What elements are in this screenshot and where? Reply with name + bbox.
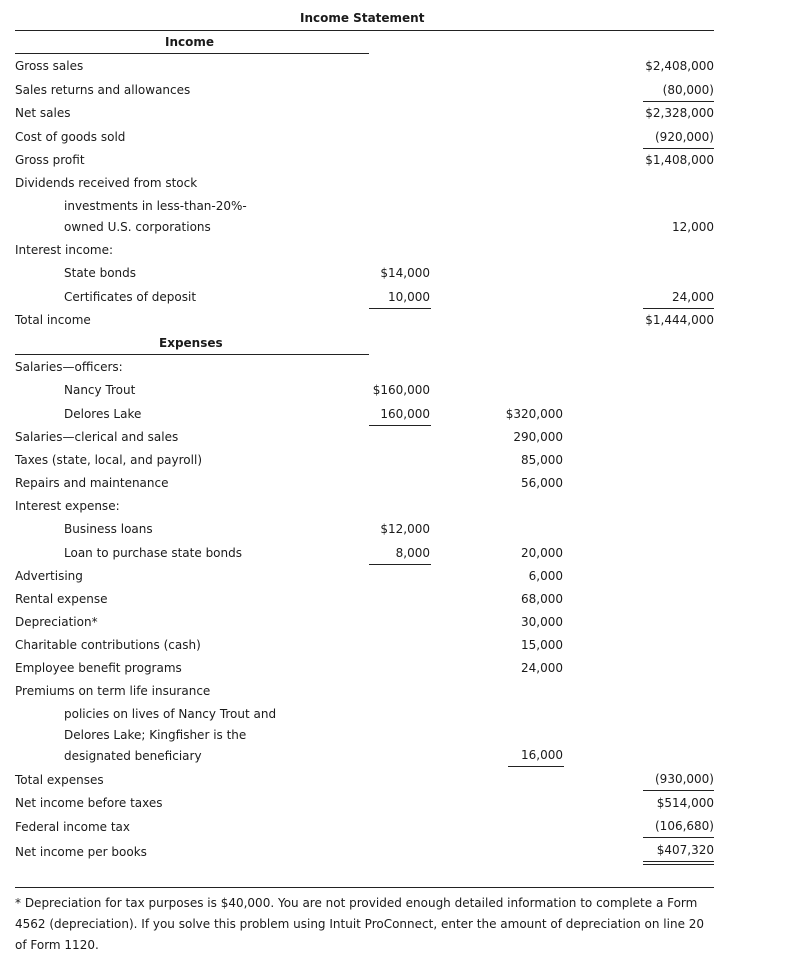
taxes-label: Taxes (state, local, and payroll) — [15, 453, 203, 467]
total-income-label: Total income — [15, 313, 91, 327]
total-expenses-label: Total expenses — [15, 773, 104, 787]
federal-tax-label: Federal income tax — [15, 820, 130, 834]
clerical-label: Salaries—clerical and sales — [15, 430, 179, 444]
delores-rule — [369, 425, 431, 426]
federal-tax-rule — [643, 837, 714, 838]
total-expenses-rule — [643, 790, 714, 791]
gross-profit-label: Gross profit — [15, 153, 85, 167]
rental-amount: 68,000 — [521, 592, 563, 606]
total-income-amount: $1,444,000 — [645, 313, 714, 327]
salaries-officers-label: Salaries—officers: — [15, 360, 123, 374]
premiums-label-4: designated beneficiary — [64, 749, 202, 763]
benefits-label: Employee benefit programs — [15, 661, 182, 675]
page-title: Income Statement — [300, 11, 425, 25]
loan-bonds-rule — [369, 564, 431, 565]
clerical-amount: 290,000 — [513, 430, 563, 444]
returns-amount: (80,000) — [662, 83, 714, 97]
nancy-label: Nancy Trout — [64, 383, 136, 397]
premiums-label-1: Premiums on term life insurance — [15, 684, 211, 698]
taxes-amount: 85,000 — [521, 453, 563, 467]
cds-amount: 10,000 — [388, 290, 430, 304]
benefits-amount: 24,000 — [521, 661, 563, 675]
repairs-label: Repairs and maintenance — [15, 476, 169, 490]
net-income-double-rule-top — [643, 861, 714, 862]
loan-bonds-label: Loan to purchase state bonds — [64, 546, 242, 560]
expenses-heading: Expenses — [159, 336, 223, 350]
rental-label: Rental expense — [15, 592, 108, 606]
nancy-amount: $160,000 — [372, 383, 430, 397]
net-income-label: Net income per books — [15, 845, 147, 859]
net-before-taxes-label: Net income before taxes — [15, 796, 163, 810]
cds-rule — [369, 308, 431, 309]
premiums-label-2: policies on lives of Nancy Trout and — [64, 707, 277, 721]
depreciation-label: Depreciation* — [15, 615, 98, 629]
cogs-label: Cost of goods sold — [15, 130, 126, 144]
income-heading: Income — [165, 35, 215, 49]
business-loans-label: Business loans — [64, 522, 153, 536]
interest-expense-total: 20,000 — [521, 546, 563, 560]
interest-expense-label: Interest expense: — [15, 499, 120, 513]
premiums-label-3: Delores Lake; Kingfisher is the — [64, 728, 247, 742]
net-income-double-rule-bottom — [643, 864, 714, 865]
federal-tax-amount: (106,680) — [655, 819, 714, 833]
footnote-rule — [15, 887, 714, 888]
net-income-amount: $407,320 — [656, 843, 714, 857]
income-heading-rule — [15, 53, 369, 54]
title-rule — [15, 30, 714, 31]
premiums-amount: 16,000 — [521, 748, 563, 762]
cds-label: Certificates of deposit — [64, 290, 197, 304]
delores-amount: 160,000 — [380, 407, 430, 421]
advertising-label: Advertising — [15, 569, 83, 583]
state-bonds-amount: $14,000 — [380, 266, 430, 280]
interest-total-rule — [643, 308, 714, 309]
gross-sales-amount: $2,408,000 — [645, 59, 714, 73]
delores-label: Delores Lake — [64, 407, 142, 421]
net-sales-label: Net sales — [15, 106, 71, 120]
interest-income-label: Interest income: — [15, 243, 114, 257]
net-before-taxes-amount: $514,000 — [656, 796, 714, 810]
repairs-amount: 56,000 — [521, 476, 563, 490]
officers-total: $320,000 — [505, 407, 563, 421]
state-bonds-label: State bonds — [64, 266, 137, 280]
dividends-label-1: Dividends received from stock — [15, 176, 198, 190]
net-sales-amount: $2,328,000 — [645, 106, 714, 120]
footnote: * Depreciation for tax purposes is $40,000. You are not provided enough detailed information to complete a Form 4562 (depreciation). If you solve this problem using Intuit ProConnect, enter the amount of depreciation on line 20 of Form 1120. — [15, 896, 705, 952]
interest-income-total: 24,000 — [672, 290, 714, 304]
returns-label: Sales returns and allowances — [15, 83, 191, 97]
business-loans-amount: $12,000 — [380, 522, 430, 536]
dividends-label-3: owned U.S. corporations — [64, 220, 211, 234]
dividends-amount: 12,000 — [672, 220, 714, 234]
total-expenses-amount: (930,000) — [655, 772, 714, 786]
depreciation-amount: 30,000 — [521, 615, 563, 629]
returns-rule — [643, 101, 714, 102]
premiums-rule — [508, 766, 564, 767]
cogs-rule — [643, 148, 714, 149]
gross-profit-amount: $1,408,000 — [645, 153, 714, 167]
gross-sales-label: Gross sales — [15, 59, 84, 73]
advertising-amount: 6,000 — [528, 569, 563, 583]
charitable-label: Charitable contributions (cash) — [15, 638, 201, 652]
cogs-amount: (920,000) — [655, 130, 714, 144]
dividends-label-2: investments in less-than-20%- — [64, 199, 247, 213]
loan-bonds-amount: 8,000 — [395, 546, 430, 560]
charitable-amount: 15,000 — [521, 638, 563, 652]
expenses-heading-rule — [15, 354, 369, 355]
